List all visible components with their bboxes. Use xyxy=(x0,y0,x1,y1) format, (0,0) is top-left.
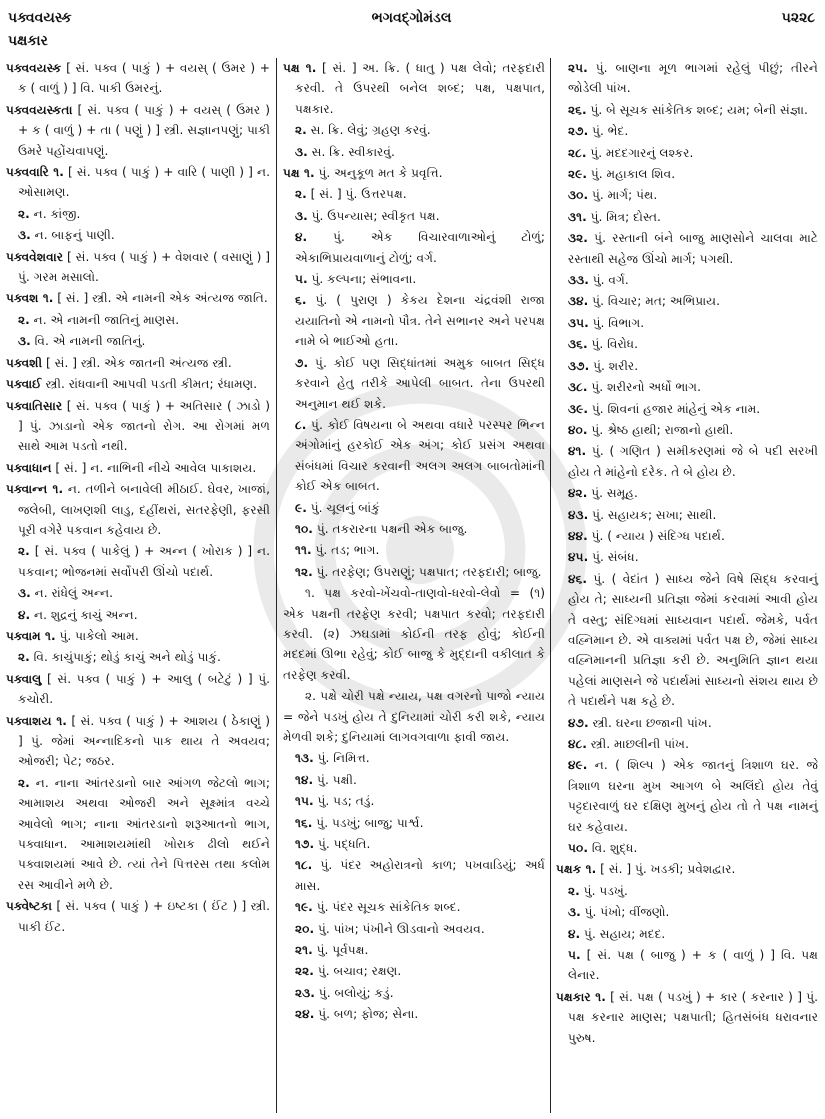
sense-entry xyxy=(556,143,818,163)
dictionary-entry xyxy=(6,896,270,937)
sense-entry xyxy=(283,770,545,790)
headword: પક્વાતિસાર xyxy=(6,398,63,413)
sense-number: ૨૩. xyxy=(295,985,315,1000)
definition-text: પું. રસ્તાની બંને બાજુ માણસોને ચાલવા માટે રસ્તાથી સહેજ ઊંચો માર્ગ; પગથી. xyxy=(568,231,818,266)
definition-text: [ સં. પક્વ ( પાકું ) + ઇષ્ટકા ( ઈંટ ) ] સ્ત્રી. પાકી ઈંટ. xyxy=(18,899,270,934)
definition-text: પું. માર્ગ; પંથ. xyxy=(588,188,658,203)
definition-text: [ સં. પક્ષ ( પડખું ) + કાર ( કરનાર ) ] પું. પક્ષ કરનાર માણસ; પક્ષપાતી; હિતસંબંધ ધરાવનાર પુરુષ. xyxy=(568,989,818,1045)
sense-entry xyxy=(556,755,818,837)
sense-entry xyxy=(283,353,545,414)
sense-number: ૨. xyxy=(295,187,307,202)
sense-entry xyxy=(556,902,818,922)
definition-text: [ સં. ] પું. ખડકી; પ્રવેશદ્વાર. xyxy=(596,862,736,877)
sense-number: ૩૪. xyxy=(568,294,589,309)
definition-text: [ સં. પક્વ ( પાકું ) + વયસ્ ( ઉમર ) + ક ( વાળું ) + તા ( પણું ) ] સ્ત્રી. સજ્ઞાનપણું; પાકી ઉમરે પહોંચવાપણું. xyxy=(18,102,270,158)
sense-number: ૩૮. xyxy=(568,380,588,395)
sense-number: ૪૦. xyxy=(568,422,588,437)
definition-text: પું. બે સૂચક સાંકેતિક શબ્દ; યમ; બેની સંજ્ઞા. xyxy=(586,102,808,117)
sense-number: ૨૨. xyxy=(295,964,314,979)
sense-number: ૧૭. xyxy=(295,837,315,852)
definition-text: [ સં. પક્વ ( પાકું ) + વયસ્ ( ઉમર ) + ક ( વાળું ) ] વિ. પાકી ઉમરનું. xyxy=(18,61,270,96)
sense-entry xyxy=(556,924,818,944)
definition-text: ન. રાંધેલું અન્ન. xyxy=(30,586,114,601)
sense-number: ૩. xyxy=(18,586,31,601)
sense-number: ૧૦. xyxy=(295,521,313,536)
sense-number: ૧૮. xyxy=(295,858,313,873)
sense-entry xyxy=(283,791,545,811)
column-3 xyxy=(556,58,818,1049)
definition-text: પું. પૂર્વપક્ષ. xyxy=(312,943,369,958)
sense-number: ૧૩. xyxy=(295,751,314,766)
idiom-entry xyxy=(283,583,545,685)
headword: પક્વાધાન xyxy=(6,460,52,475)
definition-text: પું. ( ગણિત ) સમીકરણમાં જે બે પદી સરખી હોય તે માંહેનો દરેક. તે બે હોય છે. xyxy=(568,444,818,479)
definition-text: ન. કાંજી. xyxy=(29,206,81,221)
page-header xyxy=(8,10,815,32)
definition-text: પું. પંખો; વીંજણો. xyxy=(580,905,670,920)
definition-text: પું. કલ્પના; સંભાવના. xyxy=(307,272,417,287)
sense-number: ૨. xyxy=(295,123,307,138)
definition-text: પું. તડ; ભાગ. xyxy=(311,543,380,558)
definition-text: [ સં. ] પું. ઉત્તરપક્ષ. xyxy=(306,187,407,202)
last-guide-word: પક્ષકાર xyxy=(8,33,48,49)
sense-number: ૧૬. xyxy=(295,815,313,830)
column-divider xyxy=(550,58,551,1113)
dictionary-entry xyxy=(6,374,270,394)
definition-text: વિ. કાચુંપાકું; થોડું કાચું અને થોડું પાકું. xyxy=(29,650,221,665)
sense-number: ૧૫. xyxy=(295,794,314,809)
sense-entry xyxy=(283,269,545,289)
sense-number: ૨. xyxy=(18,775,30,790)
sense-entry xyxy=(283,940,545,960)
definition-text: [ સં. પક્વ ( પાકું ) + અતિસાર ( ઝાડો ) ] પું. ઝાડાનો એક જાતનો રોગ. આ રોગમાં મળ સાથે આમ પડતો નથી. xyxy=(18,398,270,454)
headword: પક્વવારિ ૧. xyxy=(6,165,64,180)
sense-number: ૩૧. xyxy=(568,209,587,224)
sense-number: ૩૩. xyxy=(568,273,589,288)
sense-number: ૩૨. xyxy=(568,231,588,246)
sense-number: ૨૭. xyxy=(568,124,589,139)
sense-entry xyxy=(283,184,545,204)
definition-text: પું. કોઈ પણ સિદ્ધાંતમાં અમુક બાબત સિદ્ધ કરવાને હેતુ તરીકે આપેલી બાબત. તેના ઉપરથી અનુમાન થઈ શકે. xyxy=(295,355,545,411)
definition-text: ન. બાફનું પાણી. xyxy=(30,228,115,243)
sense-number: ૨. xyxy=(18,312,30,327)
definition-text: પું. પડ; તડું. xyxy=(313,794,375,809)
sense-entry xyxy=(556,441,818,482)
sense-entry xyxy=(283,897,545,917)
definition-text: પું. બાણના મૂળ ભાગમાં રહેલું પીછું; તીરને જોડેલી પાંખ. xyxy=(568,61,818,96)
sense-number: ૪૮. xyxy=(568,737,587,751)
dictionary-entry xyxy=(556,987,818,1048)
sense-number: ૪૪. xyxy=(568,528,588,543)
sense-entry xyxy=(283,1004,545,1024)
sense-entry xyxy=(283,519,545,539)
definition-text: વિ. એ નામની જાતિનું. xyxy=(30,334,146,349)
sense-number: ૨. xyxy=(568,883,580,898)
headword: પક્ષક ૧. xyxy=(556,862,597,877)
column-1 xyxy=(6,58,270,938)
sense-number: ૩૯. xyxy=(568,401,588,416)
sense-number: ૨૪. xyxy=(295,1007,315,1022)
definition-text: ૨. પક્ષે ચોરી પક્ષે ન્યાય, પક્ષ વગરનો પાજો ન્યાય = જેને પડખું હોય તે દુનિયામાં ચોરી કરી શકે, ન્યાય મેળવી શકે; દુનિયામાં લાગવગવાળા ફાવી જાય. xyxy=(283,689,545,744)
sense-number: ૩૬. xyxy=(568,337,588,352)
dictionary-entry xyxy=(6,247,270,288)
definition-text: પું. અનુકૂળ મત કે પ્રવૃત્તિ. xyxy=(314,166,443,181)
sense-number: ૨. xyxy=(18,544,30,559)
sense-entry xyxy=(6,583,270,603)
sense-entry xyxy=(556,58,818,99)
definition-text: પું. શ્રેષ્ઠ હાથી; રાજાનો હાથી. xyxy=(587,422,734,437)
definition-text: પું. ચૂલનું બાંકું xyxy=(306,500,380,515)
sense-entry xyxy=(283,813,545,833)
sense-entry xyxy=(556,569,818,712)
sense-entry xyxy=(556,100,818,120)
definition-text: પું. વિચાર; મત; અભિપ્રાય. xyxy=(588,294,720,309)
headword: પક્વાઈ xyxy=(6,377,42,392)
sense-entry xyxy=(556,291,818,311)
column-divider xyxy=(276,58,277,1113)
definition-text: પું. પડખું; બાજુ; પાર્શ્વ. xyxy=(312,815,424,830)
dictionary-entry xyxy=(6,288,270,308)
sense-number: ૧૨. xyxy=(295,564,313,579)
sense-number: ૨૫. xyxy=(568,61,588,75)
definition-text: [ સં. ] સ્ત્રી. એક જાતની અંત્યજ સ્ત્રી. xyxy=(42,355,232,370)
headword: પક્ષકાર ૧. xyxy=(556,989,606,1004)
dictionary-entry xyxy=(6,626,270,646)
definition-text: પું. શિવનાં હજાર માંહેનું એક નામ. xyxy=(587,401,761,416)
sense-entry xyxy=(283,748,545,768)
definition-text: ન. એ નામની જાતિનું માણસ. xyxy=(29,312,180,327)
sense-number: ૪૧. xyxy=(568,444,587,459)
definition-text: પું. મહાકાલ શિવ. xyxy=(587,167,676,182)
sense-entry xyxy=(556,483,818,503)
definition-text: ન. શુદ્રનું કાચું અન્ન. xyxy=(30,607,138,622)
sense-number: ૪૯. xyxy=(568,758,588,773)
sense-number: ૩. xyxy=(295,208,308,223)
definition-text: સ્ત્રી. ઘરના છજાની પાંખ. xyxy=(588,715,712,730)
sense-number: ૪૭. xyxy=(568,715,589,730)
sense-number: ૪૩. xyxy=(568,507,589,522)
definition-text: પું. ( પુરાણ ) કેકય દેશના ચંદ્રવંશી રાજા યયાતિનો એ નામનો પૌત્ર. તેને સભાનર અને પરપક્ષ નામે બે ભાઈઓ હતા. xyxy=(295,293,545,349)
headword: પક્વશી xyxy=(6,355,43,370)
definition-text: [ સં. પક્વ ( પાકું ) + વારિ ( પાણી ) ] ન. ઓસામણ. xyxy=(18,165,270,200)
definition-text: પું. વિરોધ. xyxy=(587,337,638,352)
sense-entry xyxy=(556,838,818,858)
sense-entry xyxy=(283,142,545,162)
sense-number: ૨૦. xyxy=(295,921,315,936)
definition-text: પું. સમૂહ. xyxy=(587,486,638,501)
sense-entry xyxy=(556,377,818,397)
definition-text: [ સં. ] અ. ક્રિ. ( ધાતુ ) પક્ષ લેવો; તરફદારી કરવી. તે ઉપરથી બનેલ શબ્દ; પક્ષ, પક્ષપાત, પક્ષકાર. xyxy=(295,61,546,116)
definition-text: સ. ક્રિ. સ્વીકારવું. xyxy=(307,144,395,159)
definition-text: પું. પદ્ધતિ. xyxy=(314,837,371,852)
sense-entry xyxy=(556,505,818,525)
dictionary-entry xyxy=(6,396,270,457)
sense-entry xyxy=(6,773,270,895)
definition-text: પું. વર્ગ. xyxy=(588,273,629,288)
sense-number: ૪. xyxy=(568,926,581,941)
dictionary-entry xyxy=(283,58,545,119)
definition-text: પું. પાંખ; પંખીને ઊડવાનો અવયવ. xyxy=(314,921,485,936)
headword: પક્વશ ૧. xyxy=(6,291,54,306)
book-title: ભગવદ્ગોમંડલ xyxy=(371,10,452,26)
sense-number: ૫૦. xyxy=(568,841,588,856)
sense-number: ૨. xyxy=(18,650,30,665)
definition-text: પું. શરીર. xyxy=(589,358,639,373)
sense-number: ૮. xyxy=(295,417,307,432)
definition-text: પું. મદદગારનું લશ્કર. xyxy=(586,145,694,160)
sense-number: ૩. xyxy=(295,144,308,159)
dictionary-entry xyxy=(6,479,270,540)
dictionary-entry xyxy=(556,859,818,879)
definition-text: [ સં. પક્વ ( પાકેલું ) + અન્ન ( ખોરાક ) ] ન. પકવાન; ભોજનમાં સર્વોપરી ઊંચો પદાર્થ. xyxy=(18,544,270,579)
definition-text: પું. પડખું. xyxy=(579,883,628,898)
sense-entry xyxy=(6,225,270,245)
definition-text: પું. નિમિત્ત. xyxy=(313,751,370,766)
sense-number: ૪. xyxy=(295,230,308,245)
sense-entry xyxy=(283,919,545,939)
sense-entry xyxy=(556,185,818,205)
definition-text: [ સં. પક્ષ ( બાજુ ) + ક ( વાળું ) ] વિ. પક્ષ લેનાર. xyxy=(568,948,818,983)
dictionary-entry xyxy=(6,58,270,99)
sense-number: ૬. xyxy=(295,293,307,308)
definition-text: પું. પંદર અહોરાત્રનો કાળ; પખવાડિયું; અર્ધ માસ. xyxy=(295,858,545,893)
sense-entry xyxy=(556,270,818,290)
definition-text: પું. પાકેલો આમ. xyxy=(55,628,139,643)
sense-number: ૪૨. xyxy=(568,486,588,501)
definition-text: પું. સહાયક; સખા; સાથી. xyxy=(588,507,717,522)
dictionary-entry xyxy=(6,669,270,710)
sense-entry xyxy=(283,498,545,518)
headword: પક્વવયસ્ક xyxy=(6,61,62,75)
sense-entry xyxy=(6,541,270,582)
definition-text: ૧. પક્ષ કરવો-ખેંચવો-તાણવો-ધરવો-લેવો = (૧) એક પક્ષની તરફેણ કરવી; પક્ષપાત કરવો; તરફદારી કરવી. (૨) ઝઘડામાં કોઈની તરફ હોવું; કોઈની મદદમાં ઊભા રહેવું; કોઈ બાજુ કે મુદ્દાની વકીલાત કે તરફેણ કરવી. xyxy=(283,586,545,682)
sense-number: ૧૧. xyxy=(295,543,312,558)
sense-number: ૫. xyxy=(295,272,308,287)
definition-text: પું. મિત્ર; દોસ્ત. xyxy=(586,209,661,224)
sense-entry xyxy=(6,331,270,351)
sense-entry xyxy=(6,605,270,625)
sense-entry xyxy=(556,734,818,754)
sense-number: ૩૫. xyxy=(568,315,589,330)
dictionary-entry xyxy=(283,163,545,183)
sense-number: ૩૭. xyxy=(568,358,590,373)
definition-text: પું. એક વિચારવાળાઓનું ટોળું; એકાભિપ્રાયવાળાનું ટોળું; વર્ગ. xyxy=(295,230,545,265)
definition-text: ન. તળીને બનાવેલી મીઠાઈ. ઘેવર, ખાજાં, જલેબી, લાખણશી લાડુ, દહીંથરાં, સતરફેણી, ફરસી પૂરી વગેરે પકવાન કહેવાય છે. xyxy=(18,482,270,537)
sense-entry xyxy=(556,420,818,440)
definition-text: પું. વિભાગ. xyxy=(588,315,645,330)
sense-entry xyxy=(556,121,818,141)
definition-text: પું. પંદર સૂચક સાંકેતિક શબ્દ. xyxy=(312,900,461,915)
sense-entry xyxy=(283,961,545,981)
definition-text: ન. ( શિલ્પ ) એક જાતનું ત્રિશાળ ઘર. જે ત્રિશાળ ઘરના મુખ આગળ બે અલિંદો હોય તેવું પટ્ટદારવાળું ઘર દક્ષિણ મુખનું હોય તો તે પક્ષ નામનું ઘર કહેવાય. xyxy=(568,758,818,834)
definition-text: પું. ભેદ. xyxy=(588,124,629,139)
sense-entry xyxy=(283,227,545,268)
sense-entry xyxy=(283,562,545,582)
dictionary-entry xyxy=(6,162,270,203)
page-number: ૫૨૨૮ xyxy=(781,10,815,26)
sense-entry xyxy=(283,834,545,854)
sense-number: ૩. xyxy=(568,905,581,920)
sense-number: ૪. xyxy=(18,607,31,622)
sense-entry xyxy=(556,356,818,376)
sense-number: ૩. xyxy=(18,228,31,243)
definition-text: પું. ( ન્યાય ) સંદિગ્ધ પદાર્થ. xyxy=(587,528,725,543)
sense-number: ૭. xyxy=(295,355,309,370)
definition-text: પું. સંબંધ. xyxy=(588,550,639,565)
column-2 xyxy=(283,58,545,1026)
sense-number: ૪૫. xyxy=(568,550,589,565)
sense-number: ૩. xyxy=(18,334,31,349)
definition-text: પું. ઉપન્યાસ; સ્વીકૃત પક્ષ. xyxy=(307,208,440,223)
definition-text: પું. તકરારના પક્ષની એક બાજુ. xyxy=(312,521,468,536)
headword: પક્વામ ૧. xyxy=(6,628,56,643)
definition-text: [ સં. પક્વ ( પાકું ) + આલુ ( બટેટું ) ] પું. કચોરી. xyxy=(18,671,270,707)
sense-number: ૪૬. xyxy=(568,571,588,586)
sense-entry xyxy=(556,207,818,227)
sense-entry xyxy=(6,647,270,667)
dictionary-entry xyxy=(6,100,270,161)
sense-number: ૨૮. xyxy=(568,145,587,160)
definition-text: પું. સહાય; મદદ. xyxy=(580,926,666,941)
sense-number: ૫. xyxy=(568,948,581,963)
sense-entry xyxy=(283,855,545,896)
sense-entry xyxy=(556,547,818,567)
idiom-entry xyxy=(283,686,545,747)
sense-entry xyxy=(556,399,818,419)
sense-number: ૨૬. xyxy=(568,102,587,117)
sense-entry xyxy=(283,540,545,560)
definition-text: [ સં. ] ન. નાભિની નીચે આવેલ પાકાશય. xyxy=(51,460,257,475)
definition-text: પું. કોઈ વિષયના બે અથવા વધારે પરસ્પર ભિન્ન અંગોમાંનું હરકોઈ એક અંગ; કોઈ પ્રસંગ અથવા સંબંધમાં વિચાર કરવાની અલગ અલગ બાબતોમાંની કોઈ એક બાબત. xyxy=(295,417,545,494)
headword: પક્વવયસ્કતા xyxy=(6,102,73,117)
sense-entry xyxy=(556,945,818,986)
definition-text: સ. ક્રિ. લેવું; ગ્રહણ કરવું. xyxy=(306,123,431,138)
first-guide-word: પક્વવયસ્ક xyxy=(8,10,72,26)
dictionary-entry xyxy=(6,353,270,373)
definition-text: સ્ત્રી. માછલીની પાંખ. xyxy=(586,737,689,751)
definition-text: પું. બળ; ફોજ; સેના. xyxy=(314,1007,419,1022)
headword: પક્વાશય ૧. xyxy=(6,713,67,728)
headword: પક્ષ ૧. xyxy=(283,61,317,75)
sense-number: ૨. xyxy=(18,206,30,221)
sense-entry xyxy=(283,415,545,497)
definition-text: [ સં. પક્વ ( પાકું ) + આશય ( ઠેકાણું ) ] પું. જેમાં અન્નાદિકનો પાક થાય તે અવયવ; ઓજરી; પેટ; જઠર. xyxy=(18,713,270,769)
definition-text: પું. બલોયું; કડું. xyxy=(314,985,394,1000)
sense-entry xyxy=(556,334,818,354)
sense-entry xyxy=(283,290,545,351)
headword: પક્વેષ્ટકા xyxy=(6,899,53,914)
sense-entry xyxy=(556,713,818,733)
sense-number: ૨૯. xyxy=(568,167,587,182)
definition-text: પું. પક્ષી. xyxy=(313,772,357,787)
headword: પક્વાલુ xyxy=(6,671,42,686)
definition-text: [ સં. પક્વ ( પાકું ) + વેશવાર ( વસાણું ) ] પું. ગરમ મસાલો. xyxy=(18,249,270,285)
sense-entry xyxy=(556,164,818,184)
sense-entry xyxy=(6,310,270,330)
dictionary-entry xyxy=(6,711,270,772)
headword: પક્વાન્ન ૧. xyxy=(6,482,64,497)
sense-entry xyxy=(556,526,818,546)
sense-entry xyxy=(556,313,818,333)
definition-text: [ સં. ] સ્ત્રી. એ નામની એક અંત્યજ જાતિ. xyxy=(53,291,268,306)
sense-entry xyxy=(283,120,545,140)
definition-text: પું. તરફેણ; ઉપરાણું; પક્ષપાત; તરફદારી; બાજુ. xyxy=(312,564,542,579)
sense-number: ૧૪. xyxy=(295,772,314,787)
definition-text: વિ. શુદ્ધ. xyxy=(587,841,638,856)
sense-entry xyxy=(283,206,545,226)
headword: પક્વવેશવાર xyxy=(6,249,64,264)
sense-number: ૧૯. xyxy=(295,900,313,915)
sense-entry xyxy=(556,881,818,901)
sense-entry xyxy=(556,228,818,269)
headword: પક્ષ ૧. xyxy=(283,166,315,181)
definition-text: ન. નાના આંતરડાનો બાર આંગળ જેટલો ભાગ; આમાશય અથવા ઓજરી અને સૂક્ષ્માંત્ર વચ્ચે આવેલો ભાગ; નાના આંતરડાનો શરૂઆતનો ભાગ, પક્વાધાન. આમાશયમાંથી ખોરાક ઢીલો થઈને પક્વાશયમાં આવે છે. ત્યાં તેને પિત્તરસ તથા કલોમ રસ આવીને મળે છે. xyxy=(18,775,270,892)
dictionary-entry xyxy=(6,458,270,478)
sense-entry xyxy=(283,983,545,1003)
definition-text: સ્ત્રી. રાંધવાની આપવી પડતી કીમત; રંધામણ. xyxy=(41,377,258,392)
sense-number: ૯. xyxy=(295,500,307,515)
sense-number: ૩૦. xyxy=(568,188,589,203)
definition-text: પું. બચાવ; રક્ષણ. xyxy=(313,964,402,979)
sense-entry xyxy=(6,204,270,224)
definition-text: પું. ( વેદાંત ) સાધ્ય જેને વિષે સિદ્ધ કરવાનું હોય તે; સાધ્યની પ્રતિજ્ઞા જેમાં કરવામાં આવી હોય તે વસ્તુ; સંદિગ્ધમાં સાધ્યવાન પદાર્થ. જેમકે, પર્વત વહ્નિમાન છે. એ વાક્યમાં પર્વત પક્ષ છે, જેમાં સાધ્ય વહ્નિમાનની પ્રતિજ્ઞા કરી છે. અનુમિતિ જ્ઞાન થયા પહેલાં માણસને જે પદાર્થમાં સાધ્યનો સંશય થાય છે તે પદાર્થને પક્ષ કહે છે. xyxy=(568,571,818,709)
sense-number: ૨૧. xyxy=(295,943,313,958)
definition-text: પું. શરીરનો અર્ધો ભાગ. xyxy=(587,380,701,395)
